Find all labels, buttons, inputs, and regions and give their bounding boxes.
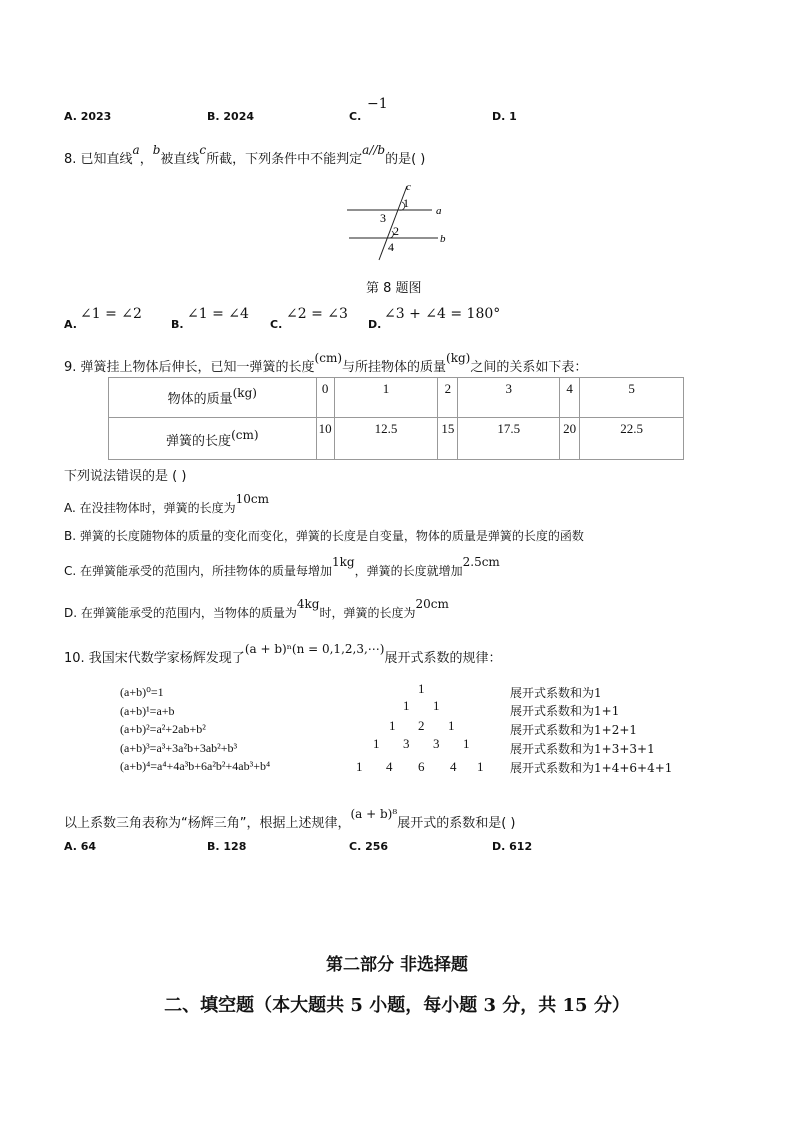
q10-expression-2: (a + b)⁸ (350, 807, 398, 821)
angle-4: 4 (388, 240, 394, 254)
q8-option-c-label: C. (270, 318, 283, 331)
table-cell: 22.5 (580, 418, 684, 460)
q10-expression: (a + b)ⁿ(n = 0,1,2,3,⋯) (244, 642, 385, 656)
table-cell: 5 (580, 378, 684, 418)
q10-option-b: B. 128 (207, 840, 247, 853)
coefficient-sum: 展开式系数和为1+3+3+1 (510, 742, 655, 756)
q10-text-2: 展开式系数的规律： (384, 651, 502, 666)
q8-option-a-expr: ∠1 = ∠2 (80, 306, 142, 322)
spring-table (108, 377, 684, 460)
q8-var-c: c (199, 143, 207, 157)
q8-text-2: ， (139, 152, 153, 167)
q8-option-b-expr: ∠1 = ∠4 (187, 306, 249, 322)
coefficient-sum: 展开式系数和为1+1 (510, 704, 620, 718)
part2-title: 第二部分 非选择题 (326, 955, 468, 975)
q8-var-a: a (132, 143, 140, 157)
angle-3: 3 (380, 211, 386, 225)
q8-figure (340, 180, 460, 265)
label-a: a (436, 205, 442, 217)
q8-option-d-label: D. (368, 318, 382, 331)
q10-followup-text-1: 以上系数三角表称为“杨辉三角”，根据上述规律， (64, 816, 351, 831)
q10-followup (64, 807, 516, 831)
angle-1: 1 (403, 196, 409, 210)
q8-relation: a//b (362, 143, 386, 157)
q8-option-d-expr: ∠3 + ∠4 = 180° (384, 306, 501, 322)
q9-option-c-text-1: C. 在弹簧能承受的范围内，所挂物体的质量每增加 (64, 564, 333, 578)
q9-unit-kg: (kg) (446, 351, 471, 365)
q9-option-a (64, 492, 270, 516)
q9-option-d (64, 597, 449, 621)
q8-option-a-label: A. (64, 318, 77, 331)
table-cell: 12.5 (334, 418, 438, 460)
triangle-number: 4 (450, 759, 457, 774)
mass-label: 物体的质量 (167, 392, 233, 407)
triangle-number: 1 (356, 759, 363, 774)
q7-option-c: C. (349, 110, 362, 123)
triangle-number: 1 (448, 718, 455, 733)
formula-row: (a+b)²=a²+2ab+b² (120, 722, 206, 736)
table-cell: 15 (438, 418, 458, 460)
coefficient-sum: 展开式系数和为1+4+6+4+1 (510, 761, 673, 775)
q8-text-1: 8. 已知直线 (64, 152, 133, 167)
table-cell: 17.5 (458, 418, 560, 460)
q9-option-d-text-2: 时，弹簧的长度为 (319, 606, 416, 620)
q9-option-c-value-2: 2.5cm (462, 555, 500, 569)
triangle-number: 6 (418, 759, 425, 774)
triangle-number: 3 (433, 736, 440, 751)
q8-text-5: 的是( ) (385, 152, 426, 167)
q9-prompt: 下列说法错误的是 ( ) (64, 469, 187, 484)
table-cell: 1 (334, 378, 438, 418)
q10-option-c: C. 256 (349, 840, 389, 853)
angle-2: 2 (393, 224, 399, 238)
q9-option-d-value-2: 20cm (415, 597, 449, 611)
coefficient-sum: 展开式系数和为1 (510, 686, 602, 700)
q9-option-a-text: A. 在没挂物体时，弹簧的长度为 (64, 501, 236, 515)
length-label: 弹簧的长度 (166, 434, 232, 449)
q9-unit-cm: (cm) (314, 351, 343, 365)
table-row-mass (109, 378, 684, 418)
q8-question (64, 143, 426, 167)
q9-option-d-text-1: D. 在弹簧能承受的范围内，当物体的质量为 (64, 606, 297, 620)
q9-text-2: 与所挂物体的质量 (342, 360, 447, 375)
q10-option-a: A. 64 (64, 840, 97, 853)
table-cell: 20 (560, 418, 580, 460)
row-label-length (109, 418, 317, 460)
q7-option-b: B. 2024 (207, 110, 255, 123)
part2-subtitle: 二、填空题（本大题共 5 小题，每小题 3 分，共 15 分） (164, 995, 630, 1016)
q8-text-4: 所截，下列条件中不能判定 (206, 152, 363, 167)
label-b: b (440, 233, 446, 245)
q9-option-c-text-2: ，弹簧的长度就增加 (354, 564, 463, 578)
q8-var-b: b (152, 143, 161, 157)
triangle-number: 4 (386, 759, 393, 774)
q8-option-b-label: B. (171, 318, 184, 331)
table-cell: 2 (438, 378, 458, 418)
formula-row: (a+b)¹=a+b (120, 704, 175, 718)
table-cell: 3 (458, 378, 560, 418)
length-unit: (cm) (231, 428, 259, 442)
coefficient-sum: 展开式系数和为1+2+1 (510, 723, 638, 737)
q9-option-b: B. 弹簧的长度随物体的质量的变化而变化，弹簧的长度是自变量，物体的质量是弹簧的长度的函数 (64, 529, 584, 543)
q9-question (64, 351, 588, 375)
triangle-number: 2 (418, 718, 425, 733)
q9-option-c-value-1: 1kg (332, 555, 355, 569)
triangle-number: 1 (403, 698, 410, 713)
q8-text-3: 被直线 (160, 152, 200, 167)
triangle-number: 3 (403, 736, 410, 751)
q9-option-a-value: 10cm (235, 492, 270, 506)
formula-row: (a+b)⁴=a⁴+4a³b+6a²b²+4ab³+b⁴ (120, 759, 271, 773)
q8-caption: 第 8 题图 (366, 281, 422, 296)
q10-option-d: D. 612 (492, 840, 533, 853)
row-label-mass (109, 378, 317, 418)
q9-text-3: 之间的关系如下表： (470, 360, 588, 375)
triangle-number: 1 (433, 698, 440, 713)
q7-option-d: D. 1 (492, 110, 517, 123)
q7-option-c-value: −1 (367, 96, 388, 112)
table-cell: 0 (316, 378, 334, 418)
triangle-number: 1 (373, 736, 380, 751)
table-cell: 10 (316, 418, 334, 460)
q10-question (64, 642, 502, 666)
triangle-number: 1 (389, 718, 396, 733)
label-c: c (406, 181, 411, 193)
triangle-number: 1 (477, 759, 484, 774)
q9-option-d-value-1: 4kg (296, 597, 320, 611)
mass-unit: (kg) (232, 386, 257, 400)
q7-option-a: A. 2023 (64, 110, 112, 123)
table-row-length (109, 418, 684, 460)
triangle-number: 1 (418, 681, 425, 696)
formula-row: (a+b)³=a³+3a²b+3ab²+b³ (120, 741, 238, 755)
q8-option-c-expr: ∠2 = ∠3 (286, 306, 348, 322)
table-cell: 4 (560, 378, 580, 418)
triangle-number: 1 (463, 736, 470, 751)
q10-text-1: 10. 我国宋代数学家杨辉发现了 (64, 651, 245, 666)
q10-followup-text-2: 展开式的系数和是( ) (397, 816, 516, 831)
q9-text-1: 9. 弹簧挂上物体后伸长，已知一弹簧的长度 (64, 360, 315, 375)
formula-row: (a+b)⁰=1 (120, 685, 164, 699)
q9-option-c (64, 555, 500, 579)
